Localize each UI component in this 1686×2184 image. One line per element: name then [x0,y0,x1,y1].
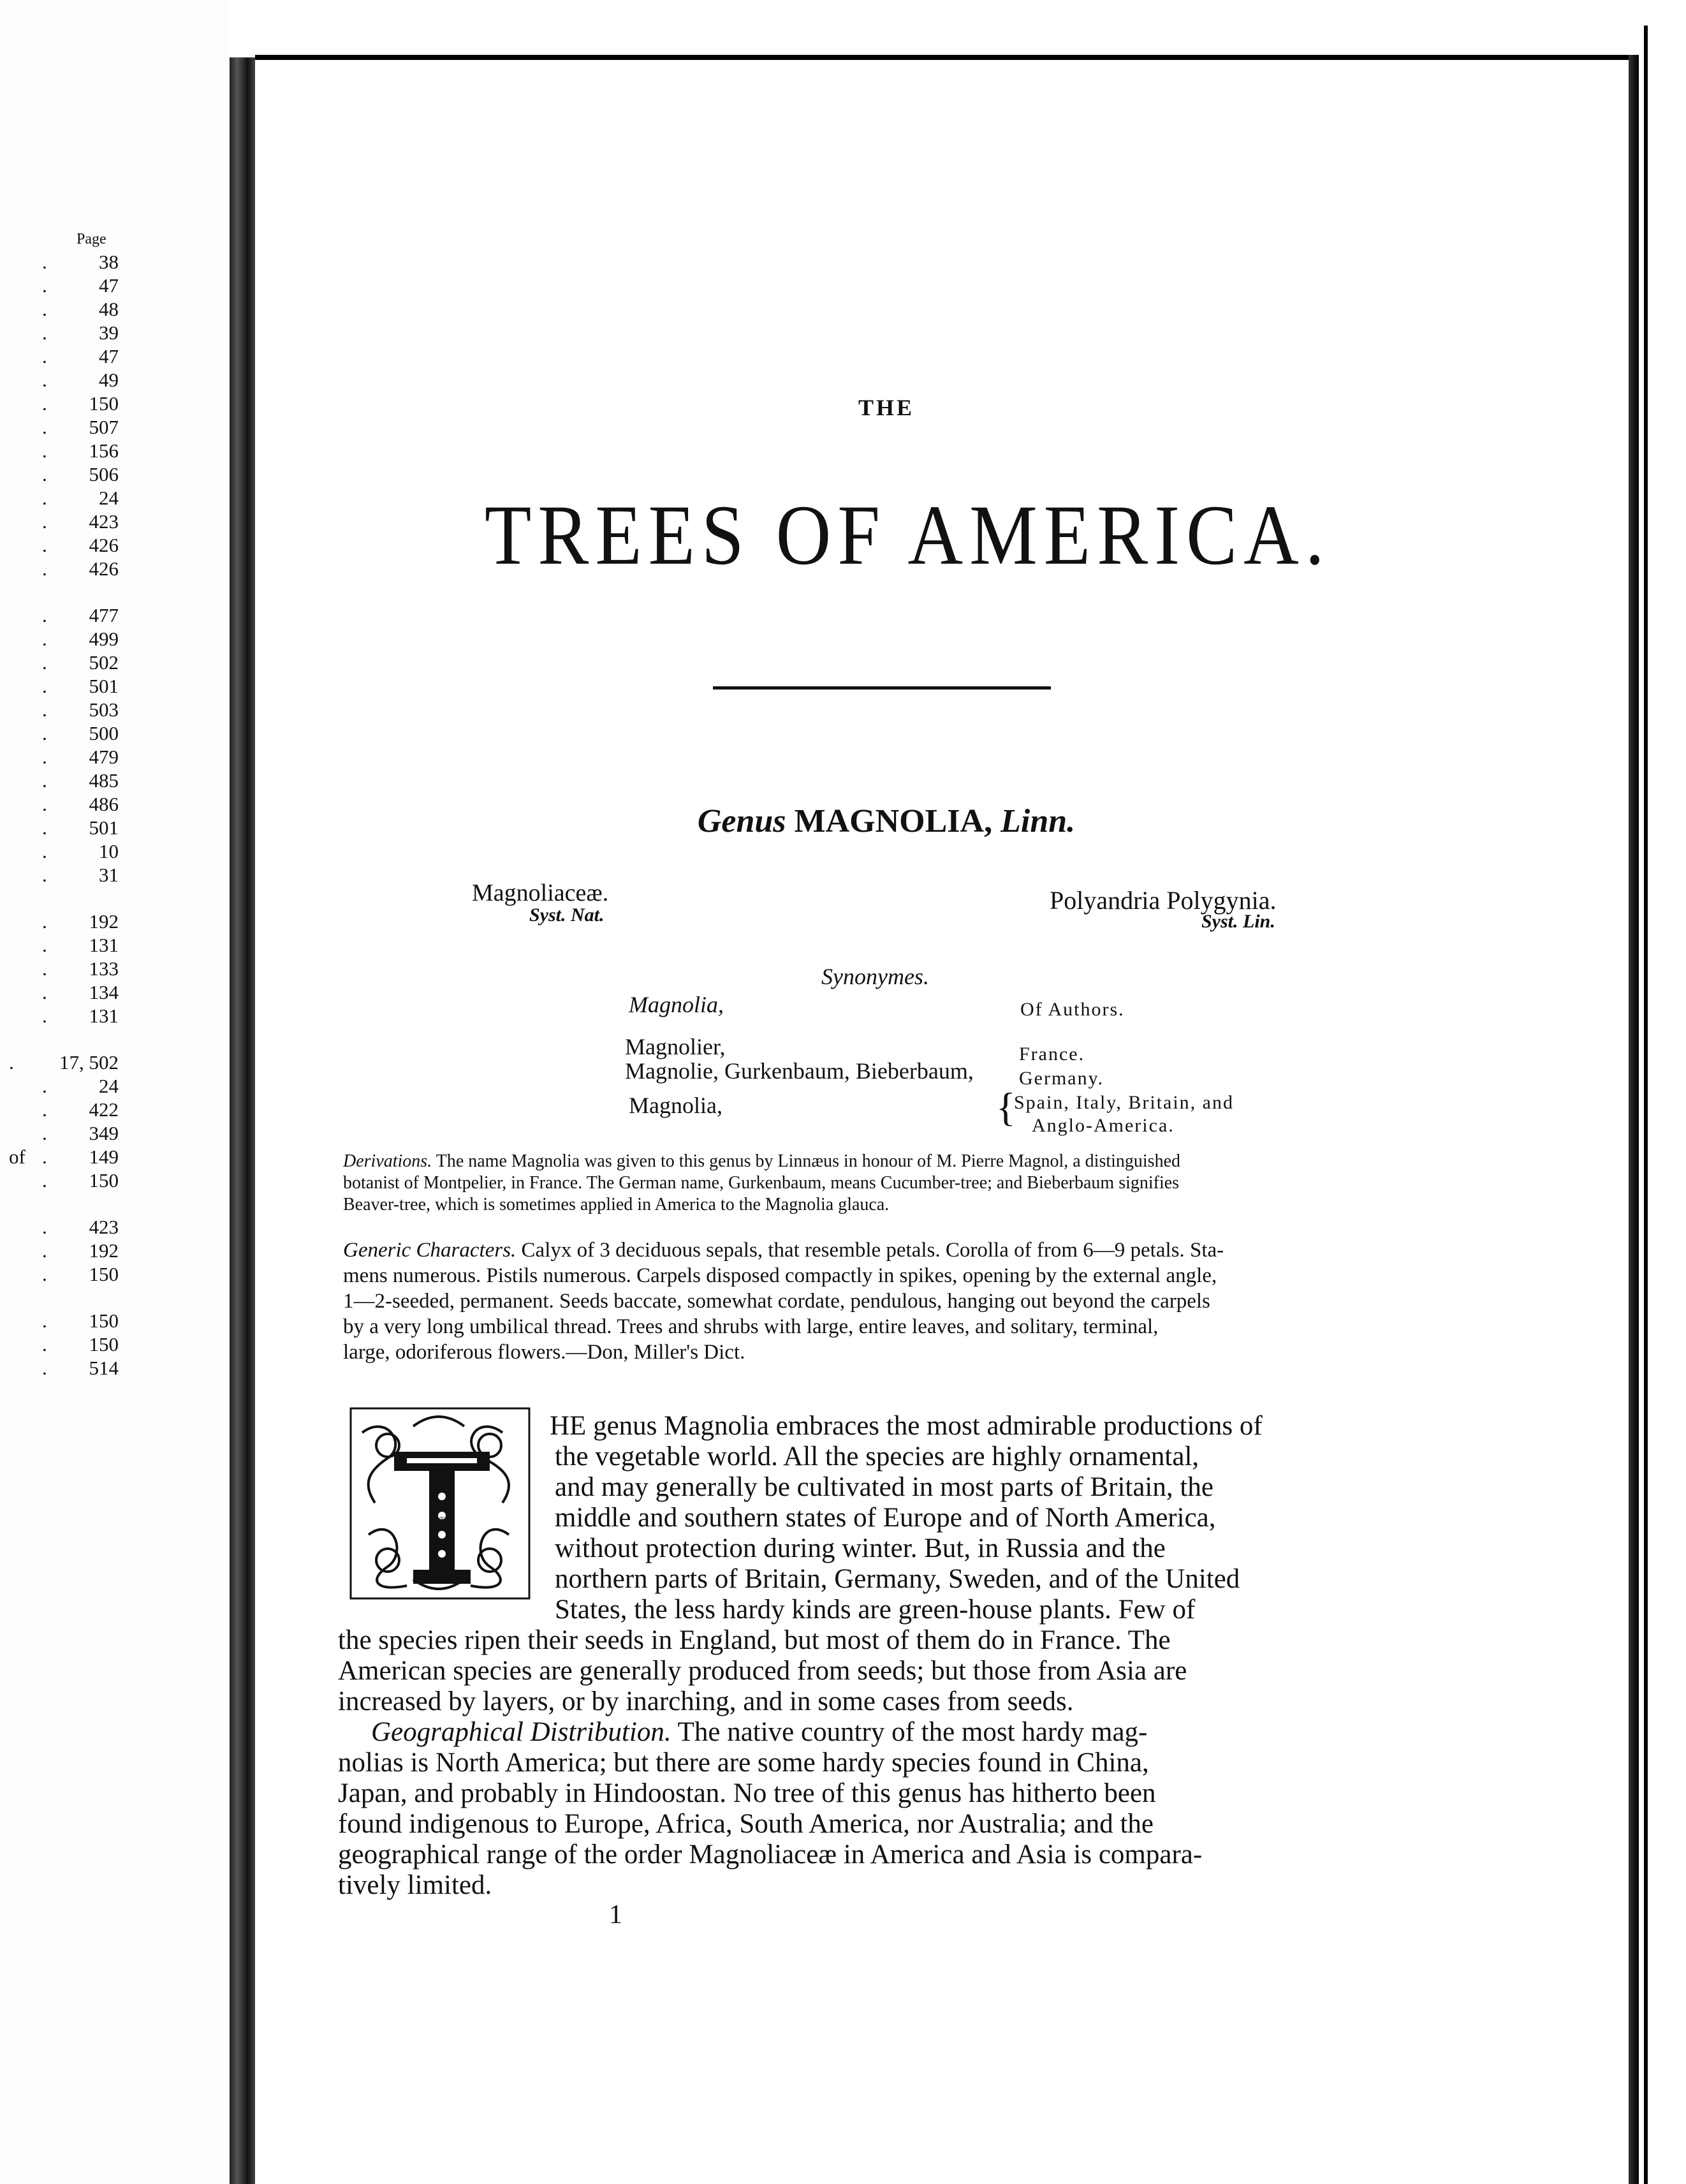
index-row-leader: . [42,675,47,697]
index-row-page: 422 [89,1098,119,1121]
body-line: the vegetable world. All the species are highly ornamental, [555,1442,1199,1472]
index-row [0,957,119,980]
derivations-line: Beaver-tree, which is sometimes applied in America to the Magnolia glauca. [343,1195,890,1214]
index-row-leader: . [42,345,47,367]
index-row [0,510,119,533]
derivations-label: Derivations. [343,1151,432,1171]
index-row [0,321,119,344]
synonym-place: Of Authors. [1020,999,1125,1020]
index-row [0,863,119,887]
index-row-page: 150 [89,1310,119,1332]
index-row-page: 514 [89,1357,119,1379]
index-row [0,439,119,462]
synonym-name: Magnolier, [625,1034,726,1059]
index-row-leader: . [42,769,47,792]
index-row-leader: . [42,274,47,297]
index-row-leader: . [42,439,47,462]
body-line: increased by layers, or by inarching, and in some cases from seeds. [338,1686,1074,1716]
index-row-page: 502 [89,651,119,674]
index-row-leader: . [42,1263,47,1285]
generic-characters-label: Generic Characters. [343,1239,517,1262]
index-row [0,344,119,368]
index-row-page: 131 [89,1005,119,1027]
index-row-leader: . [42,321,47,344]
body-line: found indigenous to Europe, Africa, South America, nor Australia; and the [338,1809,1154,1839]
index-row-page: 47 [99,274,119,297]
index-row-leader: . [42,981,47,1003]
index-row-page: 150 [89,392,119,415]
index-row-leader: . [42,910,47,933]
index-row [0,415,119,439]
index-row-page: 479 [89,746,119,768]
family-name: Magnoliaceæ. [472,880,609,906]
index-row-leader: . [42,1075,47,1097]
index-row [0,698,119,721]
family-system: Syst. Nat. [529,904,605,926]
body-line: geographical range of the order Magnoliaceæ in America and Asia is compara- [338,1840,1203,1870]
index-row [0,816,119,839]
index-row-page: 38 [99,251,119,273]
body-line: middle and southern states of Europe and of North America, [555,1503,1216,1533]
body-line: Japan, and probably in Hindoostan. No tree of this genus has hitherto been [338,1778,1156,1808]
index-row-leader: . [42,463,47,485]
index-row-leader: . [42,369,47,391]
index-page-column-label: Page [77,231,106,247]
index-row-page: 17, 502 [59,1051,119,1074]
generic-characters-line: mens numerous. Pistils numerous. Carpels disposed compactly in spikes, opening by the external angle, [343,1264,1217,1287]
index-row [0,1145,119,1169]
index-row [0,1051,119,1074]
index-row-page: 426 [89,557,119,580]
index-row-leader: . [42,487,47,509]
index-row [0,392,119,415]
index-row-page: 24 [99,487,119,509]
title-rule [713,686,1051,690]
index-row-page: 503 [89,698,119,721]
index-row-leader: . [42,816,47,839]
index-row [0,368,119,392]
book-title: TREES OF AMERICA. [485,487,1331,582]
index-row [0,1098,119,1121]
index-row-leader: . [42,1146,47,1168]
index-row-page: 150 [89,1169,119,1192]
index-row-page: 486 [89,793,119,815]
synonymes-title: Synonymes. [821,964,929,989]
index-row-leader: . [42,1333,47,1355]
derivations-line: Derivations. The name Magnolia was given to this genus by Linnæus in honour of M. Pierre Magnol, a distinguished [343,1151,1181,1171]
index-row [0,486,119,510]
index-row-page: 192 [89,1239,119,1262]
index-row [0,651,119,674]
index-row-leader: . [42,510,47,533]
body-line: States, the less hardy kinds are green-house plants. Few of [555,1595,1196,1625]
index-row [0,297,119,321]
index-row [0,533,119,557]
index-row-page: 506 [89,463,119,485]
index-row-leader: . [42,251,47,273]
index-row-leader: . [42,746,47,768]
index-row-leader: . [42,1169,47,1192]
index-row [0,1074,119,1098]
ornamental-initial [349,1407,531,1600]
index-row-leader: . [42,840,47,862]
derivations-paragraph [343,1151,1422,1216]
body-line: and may generally be cultivated in most parts of Britain, the [555,1472,1213,1502]
index-row-page: 507 [89,416,119,438]
index-row-page: 48 [99,298,119,320]
index-row [0,1332,119,1356]
index-row-leader: . [42,698,47,721]
synonym-place: France. [1019,1044,1085,1065]
index-row-leader: . [42,557,47,580]
index-row-page: 149 [89,1146,119,1168]
index-row-prefix: of [9,1146,26,1168]
index-row-page: 49 [99,369,119,391]
index-row [0,1262,119,1286]
synonym-place: Spain, Italy, Britain, and [1014,1092,1234,1113]
page-number: 1 [609,1900,622,1929]
index-row-leader: . [42,1239,47,1262]
index-row-page: 426 [89,534,119,556]
book-binding-gutter [230,57,255,2184]
index-row [0,603,119,627]
body-line: the species ripen their seeds in England, but most of them do in France. The [338,1625,1171,1655]
page-right-edge [1629,55,1639,2184]
linnaean-system: Syst. Lin. [1201,911,1275,932]
index-row [0,557,119,580]
index-row-leader: . [42,864,47,886]
synonym-name: Magnolia, [629,1093,722,1118]
geo-distribution-label: Geographical Distribution. [371,1717,671,1747]
drop-cap-letter: T [439,1517,444,1524]
index-row-leader: . [42,392,47,415]
index-row-page: 131 [89,934,119,956]
index-row [0,839,119,863]
index-row [0,1004,119,1028]
index-row [0,1239,119,1262]
body-line: Geographical Distribution. The native country of the most hardy mag- [371,1717,1148,1747]
index-row-page: 477 [89,604,119,626]
generic-characters-line: by a very long umbilical thread. Trees and shrubs with large, entire leaves, and solitary, terminal, [343,1315,1159,1338]
index-row-leader: . [42,416,47,438]
index-row [0,721,119,745]
genus-authority: Linn. [1001,803,1076,839]
index-row [0,1309,119,1332]
index-row-page: 134 [89,981,119,1003]
generic-characters-line: large, odoriferous flowers.—Don, Miller's Dict. [343,1341,745,1364]
index-row-page: 156 [89,439,119,462]
index-row-leader: . [42,1122,47,1144]
index-row-page: 501 [89,816,119,839]
genus-heading [612,802,1161,840]
index-row-page: 47 [99,345,119,367]
generic-characters-line: Generic Characters. Calyx of 3 deciduous sepals, that resemble petals. Corolla of from 6—9 petals. Sta- [343,1239,1224,1262]
index-row-page: 192 [89,910,119,933]
index-row-leader: . [42,1005,47,1027]
previous-page-index [0,0,230,2184]
index-row-page: 499 [89,628,119,650]
derivations-line: botanist of Montpelier, in France. The German name, Gurkenbaum, means Cucumber-tree; and Bieberbaum signifies [343,1173,1180,1193]
index-row-leader: . [42,628,47,650]
index-row-leader: . [42,957,47,980]
index-row-leader: . [42,934,47,956]
index-row-page: 10 [99,840,119,862]
index-row-page: 349 [89,1122,119,1144]
index-row-page: 24 [99,1075,119,1097]
index-row-page: 423 [89,510,119,533]
index-row [0,792,119,816]
index-row-leader: . [42,722,47,744]
index-row [0,1121,119,1145]
index-row-page: 485 [89,769,119,792]
synonym-place: Anglo-America. [1032,1115,1175,1136]
index-row-leader: . [42,534,47,556]
index-row [0,980,119,1004]
generic-characters-paragraph [343,1237,1422,1365]
body-line: American species are generally produced from seeds; but those from Asia are [338,1656,1187,1686]
title-article: THE [858,395,915,420]
generic-characters-line: 1—2-seeded, permanent. Seeds baccate, somewhat cordate, pendulous, hanging out beyond the carpels [343,1290,1210,1313]
index-row-leader: . [42,1357,47,1379]
body-line: without protection during winter. But, in Russia and the [555,1533,1166,1563]
body-line: northern parts of Britain, Germany, Sweden, and of the United [555,1564,1240,1594]
index-row-leader: . [42,1098,47,1121]
synonym-name: Magnolie, Gurkenbaum, Bieberbaum, [625,1058,974,1084]
index-row-page: 133 [89,957,119,980]
index-row-page: 150 [89,1263,119,1285]
index-row-page: 500 [89,722,119,744]
index-row [0,1215,119,1239]
genus-name: MAGNOLIA, [794,803,993,839]
index-row-leader: . [42,604,47,626]
index-row-page: 423 [89,1216,119,1238]
index-row-leader: . [9,1051,14,1074]
body-line: nolias is North America; but there are some hardy species found in China, [338,1748,1149,1778]
index-row-leader: . [42,1310,47,1332]
index-row [0,745,119,769]
body-line: HE genus Magnolia embraces the most admirable productions of [550,1411,1263,1441]
index-row [0,274,119,297]
index-row [0,1169,119,1192]
body-line: tively limited. [338,1870,492,1900]
index-row-page: 501 [89,675,119,697]
page-top-edge [255,55,1639,60]
index-row-leader: . [42,651,47,674]
index-row-page: 31 [99,864,119,886]
index-row [0,910,119,933]
index-row [0,627,119,651]
index-row-leader: . [42,1216,47,1238]
synonym-place: Germany. [1019,1068,1104,1089]
index-row [0,1356,119,1380]
page-right-outer-edge [1644,26,1648,2184]
synonym-name: Magnolia, [629,992,724,1017]
linnaean-class: Polyandria Polygynia. [1050,886,1277,915]
index-row [0,933,119,957]
genus-prefix: Genus [697,803,786,839]
index-row-page: 150 [89,1333,119,1355]
index-row-page: 39 [99,321,119,344]
index-row [0,250,119,274]
synonym-brace: { [996,1084,1016,1130]
index-row [0,674,119,698]
index-row [0,462,119,486]
index-row-leader: . [42,298,47,320]
index-row [0,769,119,792]
index-row-leader: . [42,793,47,815]
